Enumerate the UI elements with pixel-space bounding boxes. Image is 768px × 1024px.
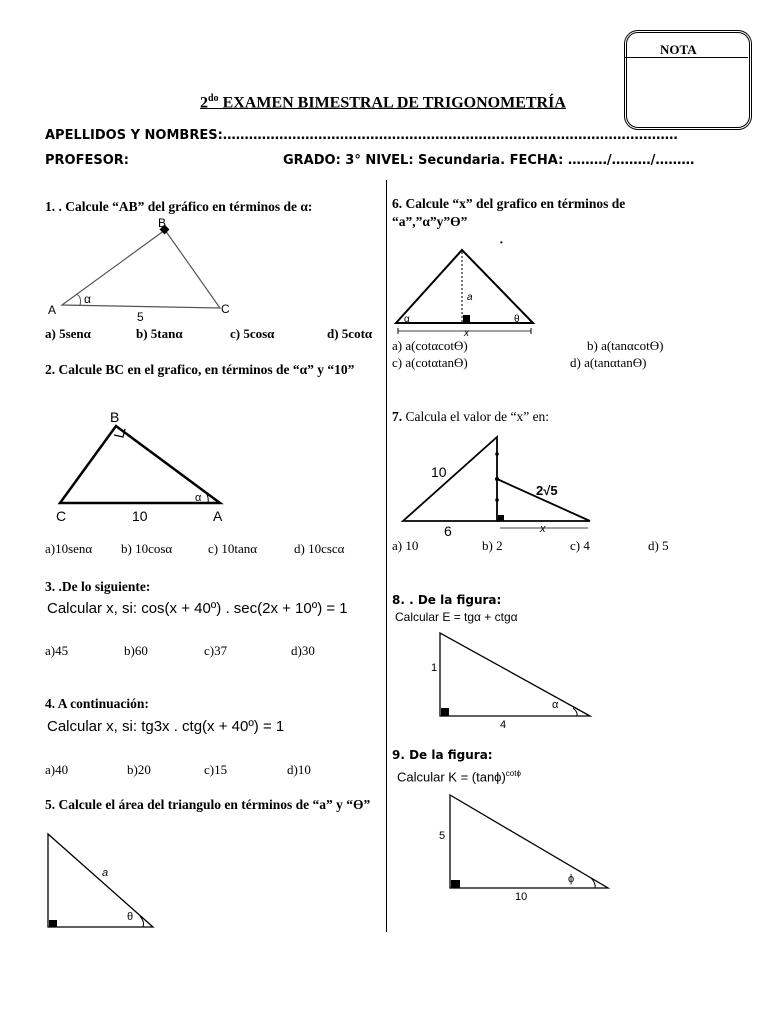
q3-option-b: b)60 [124,643,148,658]
q5-label-a: a [102,867,109,879]
q1-label-c: C [221,302,230,316]
question-6: 6. Calcule “x” del grafico en términos de “a”,”α”y”Ө” [392,196,626,229]
q2-option-b: b) 10cosα [121,541,173,556]
question-3: 3. .De lo siguiente: [45,579,151,594]
q5-label-theta: θ [127,911,134,923]
q2-label-alpha: α [195,492,202,504]
exam-title: $2^{do}$ EXAMEN BIMESTRAL DE TRIGONOMETRÍA [200,93,566,112]
q1-label-side: 5 [137,310,144,324]
q3-option-a: a)45 [45,643,69,658]
q3-option-d: d)30 [291,643,315,658]
q6-label-x: x [464,328,469,339]
q9-label-phi: ϕ [568,873,575,885]
q3-formula: Calcular x, si: cos(x + 40º) . sec(2x + 10º) = 1 [47,600,348,617]
q9-label-10: 10 [515,891,528,903]
q6-option-a: a) a(cotαcotӨ) [392,338,468,353]
q8-label-4: 4 [500,719,507,731]
q7-label-10: 10 [431,464,447,480]
question-2: 2. Calcule BC en el grafico, en términos de “α” y “10” [45,362,355,377]
q7-label-6: 6 [444,523,452,539]
q1-triangle-figure [40,215,250,325]
q7-label-root: 2√5 [536,483,558,498]
q5-triangle-figure [45,832,165,932]
q1-label-b: B [158,216,167,230]
q1-option-a: a) 5senα [45,326,91,341]
q2-triangle-figure [50,408,240,528]
q4-option-b: b)20 [127,762,151,777]
q6-label-alpha: α [404,314,410,325]
q1-option-b: b) 5tanα [136,326,183,341]
q2-option-a: a)10senα [45,541,93,556]
q8-label-alpha: α [552,699,559,711]
q6-option-c: c) a(cotαtanӨ) [392,355,468,370]
question-5: 5. Calcule el área del triangulo en términos de “a” y “Ө” [45,797,371,812]
q6-option-b: b) a(tanαcotӨ) [587,338,664,353]
svg-text:•: • [500,238,503,247]
q6-label-theta: θ [514,314,520,325]
profesor-field: PROFESOR: [45,153,129,168]
q7-option-b: b) 2 [482,538,503,553]
q2-option-c: c) 10tanα [208,541,258,556]
q9-triangle-figure [436,790,616,906]
q8-label-1: 1 [431,662,438,674]
q7-triangle-figure [400,432,600,542]
q3-option-c: c)37 [204,643,228,658]
q1-option-d: d) 5cotα [327,326,373,341]
column-divider [386,180,387,932]
q2-label-b: B [110,409,120,425]
q4-option-c: c)15 [204,762,228,777]
nota-label: NOTA [660,42,697,57]
q2-label-side: 10 [132,508,148,524]
q2-option-d: d) 10cscα [294,541,345,556]
q9-label-5: 5 [439,830,446,842]
q1-option-c: c) 5cosα [230,326,275,341]
q6-option-d: d) a(tanαtanӨ) [570,355,647,370]
q7-option-a: a) 10 [392,538,419,553]
q4-formula: Calcular x, si: tg3x . ctg(x + 40º) = 1 [47,718,285,735]
q6-label-a: a [467,292,473,303]
q8-triangle-figure [428,628,598,732]
question-7: 7. Calcula el valor de “x” en: [392,409,550,424]
q1-label-alpha: α [84,292,91,306]
q1-label-a: A [48,303,57,317]
question-8: 8. . De la figura: [392,593,502,607]
q8-formula: Calcular E = tgα + ctgα [395,610,518,624]
q4-option-a: a)40 [45,762,69,777]
question-4: 4. A continuación: [45,696,149,711]
question-9: 9. De la figura: [392,748,493,762]
q7-option-d: d) 5 [648,538,669,553]
q4-option-d: d)10 [287,762,311,777]
q2-label-a: A [213,508,223,524]
q6-triangle-figure [393,238,543,342]
q9-formula: Calcular $K = (\tan\phi)^{cot\phi}$ [397,769,521,785]
question-1: 1. . Calcule “AB” del gráfico en términos de α: [45,199,313,214]
apellidos-field: APELLIDOS Y NOMBRES:…………………………………………………………………………………………… [45,128,678,143]
q7-option-c: c) 4 [570,538,590,553]
q2-label-c: C [56,508,67,524]
q7-label-x: x [540,523,546,535]
grado-field: GRADO: 3° NIVEL: Secundaria. FECHA: ………/………/……… [283,153,695,168]
